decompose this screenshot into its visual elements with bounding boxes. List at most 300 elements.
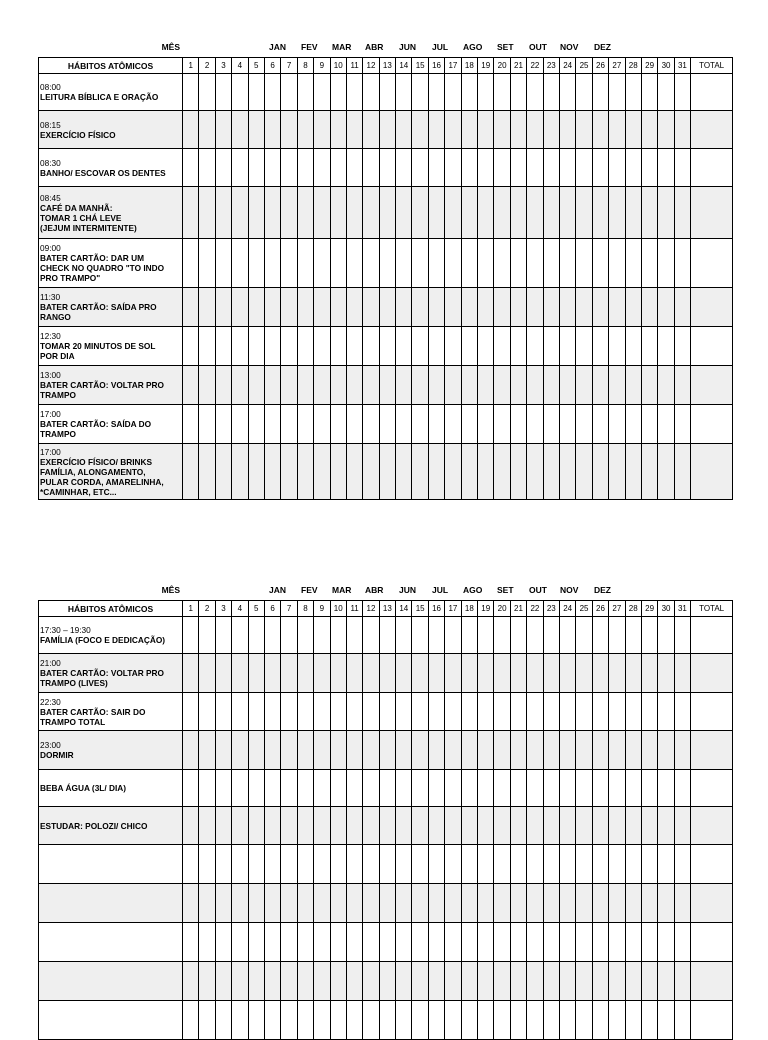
day-check-cell[interactable] — [264, 770, 280, 807]
day-check-cell[interactable] — [592, 239, 608, 288]
habit-cell[interactable] — [39, 845, 183, 884]
day-check-cell[interactable] — [412, 149, 428, 187]
day-check-cell[interactable] — [232, 845, 248, 884]
total-cell[interactable] — [691, 111, 733, 149]
day-check-cell[interactable] — [199, 366, 215, 405]
day-check-cell[interactable] — [346, 288, 362, 327]
day-check-cell[interactable] — [379, 366, 395, 405]
day-check-cell[interactable] — [559, 288, 575, 327]
day-check-cell[interactable] — [412, 327, 428, 366]
day-check-cell[interactable] — [183, 693, 199, 731]
day-check-cell[interactable] — [592, 617, 608, 654]
day-check-cell[interactable] — [232, 693, 248, 731]
day-check-cell[interactable] — [330, 693, 346, 731]
day-check-cell[interactable] — [478, 1001, 494, 1040]
day-check-cell[interactable] — [314, 405, 330, 444]
day-check-cell[interactable] — [674, 405, 690, 444]
day-check-cell[interactable] — [592, 187, 608, 239]
day-check-cell[interactable] — [625, 962, 641, 1001]
habit-cell[interactable] — [39, 74, 183, 111]
day-check-cell[interactable] — [494, 731, 510, 770]
day-check-cell[interactable] — [412, 239, 428, 288]
day-check-cell[interactable] — [297, 111, 313, 149]
day-check-cell[interactable] — [527, 654, 543, 693]
day-check-cell[interactable] — [330, 1001, 346, 1040]
day-check-cell[interactable] — [297, 444, 313, 500]
day-check-cell[interactable] — [641, 187, 657, 239]
day-check-cell[interactable] — [658, 149, 674, 187]
day-check-cell[interactable] — [248, 731, 264, 770]
day-check-cell[interactable] — [363, 288, 379, 327]
day-check-cell[interactable] — [510, 239, 526, 288]
day-check-cell[interactable] — [445, 617, 461, 654]
day-check-cell[interactable] — [445, 187, 461, 239]
day-check-cell[interactable] — [576, 239, 592, 288]
total-cell[interactable] — [691, 1001, 733, 1040]
day-check-cell[interactable] — [281, 327, 297, 366]
day-check-cell[interactable] — [215, 693, 231, 731]
day-check-cell[interactable] — [576, 923, 592, 962]
day-check-cell[interactable] — [199, 962, 215, 1001]
month-mar[interactable]: MAR — [332, 42, 352, 52]
day-check-cell[interactable] — [559, 845, 575, 884]
day-check-cell[interactable] — [478, 654, 494, 693]
day-check-cell[interactable] — [658, 327, 674, 366]
day-check-cell[interactable] — [543, 444, 559, 500]
day-check-cell[interactable] — [379, 405, 395, 444]
total-cell[interactable] — [691, 654, 733, 693]
day-check-cell[interactable] — [314, 693, 330, 731]
day-check-cell[interactable] — [576, 654, 592, 693]
day-check-cell[interactable] — [527, 962, 543, 1001]
day-check-cell[interactable] — [215, 366, 231, 405]
day-check-cell[interactable] — [281, 149, 297, 187]
day-check-cell[interactable] — [379, 1001, 395, 1040]
day-check-cell[interactable] — [461, 884, 477, 923]
day-check-cell[interactable] — [658, 405, 674, 444]
day-check-cell[interactable] — [658, 884, 674, 923]
day-check-cell[interactable] — [428, 149, 444, 187]
day-check-cell[interactable] — [445, 366, 461, 405]
day-check-cell[interactable] — [248, 845, 264, 884]
day-check-cell[interactable] — [592, 731, 608, 770]
total-cell[interactable] — [691, 149, 733, 187]
day-check-cell[interactable] — [609, 111, 625, 149]
day-check-cell[interactable] — [674, 74, 690, 111]
day-check-cell[interactable] — [428, 884, 444, 923]
day-check-cell[interactable] — [199, 693, 215, 731]
day-check-cell[interactable] — [576, 617, 592, 654]
day-check-cell[interactable] — [330, 807, 346, 845]
day-check-cell[interactable] — [478, 444, 494, 500]
day-check-cell[interactable] — [412, 405, 428, 444]
day-check-cell[interactable] — [592, 149, 608, 187]
day-check-cell[interactable] — [264, 288, 280, 327]
day-check-cell[interactable] — [297, 884, 313, 923]
day-check-cell[interactable] — [330, 962, 346, 1001]
day-check-cell[interactable] — [281, 239, 297, 288]
day-check-cell[interactable] — [510, 1001, 526, 1040]
day-check-cell[interactable] — [264, 923, 280, 962]
day-check-cell[interactable] — [527, 327, 543, 366]
day-check-cell[interactable] — [559, 149, 575, 187]
day-check-cell[interactable] — [625, 74, 641, 111]
day-check-cell[interactable] — [428, 731, 444, 770]
day-check-cell[interactable] — [248, 693, 264, 731]
day-check-cell[interactable] — [625, 693, 641, 731]
day-check-cell[interactable] — [264, 239, 280, 288]
day-check-cell[interactable] — [461, 239, 477, 288]
month-abr[interactable]: ABR — [365, 42, 384, 52]
day-check-cell[interactable] — [609, 366, 625, 405]
day-check-cell[interactable] — [363, 405, 379, 444]
day-check-cell[interactable] — [543, 111, 559, 149]
day-check-cell[interactable] — [363, 807, 379, 845]
day-check-cell[interactable] — [264, 327, 280, 366]
day-check-cell[interactable] — [543, 149, 559, 187]
day-check-cell[interactable] — [232, 444, 248, 500]
habit-cell[interactable] — [39, 923, 183, 962]
day-check-cell[interactable] — [232, 962, 248, 1001]
day-check-cell[interactable] — [641, 149, 657, 187]
day-check-cell[interactable] — [592, 884, 608, 923]
day-check-cell[interactable] — [199, 807, 215, 845]
day-check-cell[interactable] — [641, 731, 657, 770]
day-check-cell[interactable] — [641, 111, 657, 149]
day-check-cell[interactable] — [559, 884, 575, 923]
day-check-cell[interactable] — [494, 239, 510, 288]
day-check-cell[interactable] — [215, 1001, 231, 1040]
day-check-cell[interactable] — [248, 923, 264, 962]
day-check-cell[interactable] — [428, 405, 444, 444]
day-check-cell[interactable] — [559, 731, 575, 770]
day-check-cell[interactable] — [396, 770, 412, 807]
day-check-cell[interactable] — [527, 845, 543, 884]
day-check-cell[interactable] — [363, 74, 379, 111]
day-check-cell[interactable] — [264, 731, 280, 770]
day-check-cell[interactable] — [527, 149, 543, 187]
day-check-cell[interactable] — [363, 111, 379, 149]
day-check-cell[interactable] — [396, 693, 412, 731]
day-check-cell[interactable] — [641, 239, 657, 288]
day-check-cell[interactable] — [183, 366, 199, 405]
day-check-cell[interactable] — [264, 74, 280, 111]
habit-cell[interactable] — [39, 884, 183, 923]
day-check-cell[interactable] — [478, 617, 494, 654]
day-check-cell[interactable] — [314, 962, 330, 1001]
day-check-cell[interactable] — [396, 923, 412, 962]
day-check-cell[interactable] — [428, 923, 444, 962]
day-check-cell[interactable] — [461, 366, 477, 405]
day-check-cell[interactable] — [641, 807, 657, 845]
day-check-cell[interactable] — [396, 845, 412, 884]
day-check-cell[interactable] — [510, 444, 526, 500]
day-check-cell[interactable] — [445, 923, 461, 962]
day-check-cell[interactable] — [264, 654, 280, 693]
day-check-cell[interactable] — [346, 405, 362, 444]
day-check-cell[interactable] — [478, 288, 494, 327]
day-check-cell[interactable] — [183, 654, 199, 693]
day-check-cell[interactable] — [215, 770, 231, 807]
day-check-cell[interactable] — [576, 366, 592, 405]
day-check-cell[interactable] — [658, 807, 674, 845]
day-check-cell[interactable] — [461, 149, 477, 187]
day-check-cell[interactable] — [248, 239, 264, 288]
day-check-cell[interactable] — [297, 187, 313, 239]
day-check-cell[interactable] — [658, 923, 674, 962]
day-check-cell[interactable] — [543, 366, 559, 405]
day-check-cell[interactable] — [183, 187, 199, 239]
day-check-cell[interactable] — [232, 807, 248, 845]
day-check-cell[interactable] — [527, 187, 543, 239]
total-cell[interactable] — [691, 74, 733, 111]
day-check-cell[interactable] — [641, 74, 657, 111]
day-check-cell[interactable] — [330, 845, 346, 884]
day-check-cell[interactable] — [494, 366, 510, 405]
day-check-cell[interactable] — [527, 617, 543, 654]
day-check-cell[interactable] — [478, 807, 494, 845]
day-check-cell[interactable] — [183, 239, 199, 288]
day-check-cell[interactable] — [330, 884, 346, 923]
total-cell[interactable] — [691, 693, 733, 731]
day-check-cell[interactable] — [494, 654, 510, 693]
day-check-cell[interactable] — [248, 74, 264, 111]
day-check-cell[interactable] — [592, 327, 608, 366]
day-check-cell[interactable] — [412, 187, 428, 239]
day-check-cell[interactable] — [248, 962, 264, 1001]
day-check-cell[interactable] — [379, 149, 395, 187]
day-check-cell[interactable] — [281, 962, 297, 1001]
day-check-cell[interactable] — [527, 731, 543, 770]
day-check-cell[interactable] — [346, 617, 362, 654]
day-check-cell[interactable] — [461, 770, 477, 807]
day-check-cell[interactable] — [264, 444, 280, 500]
day-check-cell[interactable] — [576, 693, 592, 731]
day-check-cell[interactable] — [346, 845, 362, 884]
day-check-cell[interactable] — [379, 327, 395, 366]
day-check-cell[interactable] — [445, 444, 461, 500]
day-check-cell[interactable] — [576, 1001, 592, 1040]
day-check-cell[interactable] — [363, 845, 379, 884]
day-check-cell[interactable] — [363, 1001, 379, 1040]
day-check-cell[interactable] — [199, 654, 215, 693]
day-check-cell[interactable] — [281, 74, 297, 111]
day-check-cell[interactable] — [232, 654, 248, 693]
day-check-cell[interactable] — [445, 327, 461, 366]
day-check-cell[interactable] — [658, 74, 674, 111]
day-check-cell[interactable] — [543, 74, 559, 111]
day-check-cell[interactable] — [445, 111, 461, 149]
day-check-cell[interactable] — [297, 327, 313, 366]
day-check-cell[interactable] — [609, 845, 625, 884]
day-check-cell[interactable] — [576, 807, 592, 845]
day-check-cell[interactable] — [379, 693, 395, 731]
day-check-cell[interactable] — [641, 770, 657, 807]
day-check-cell[interactable] — [215, 617, 231, 654]
month-out[interactable]: OUT — [529, 42, 547, 52]
day-check-cell[interactable] — [510, 807, 526, 845]
day-check-cell[interactable] — [461, 731, 477, 770]
day-check-cell[interactable] — [396, 962, 412, 1001]
day-check-cell[interactable] — [559, 187, 575, 239]
day-check-cell[interactable] — [363, 962, 379, 1001]
day-check-cell[interactable] — [625, 1001, 641, 1040]
day-check-cell[interactable] — [199, 405, 215, 444]
day-check-cell[interactable] — [314, 327, 330, 366]
day-check-cell[interactable] — [625, 770, 641, 807]
day-check-cell[interactable] — [297, 654, 313, 693]
day-check-cell[interactable] — [314, 731, 330, 770]
day-check-cell[interactable] — [248, 617, 264, 654]
day-check-cell[interactable] — [478, 884, 494, 923]
day-check-cell[interactable] — [363, 149, 379, 187]
day-check-cell[interactable] — [330, 187, 346, 239]
day-check-cell[interactable] — [183, 807, 199, 845]
day-check-cell[interactable] — [215, 149, 231, 187]
day-check-cell[interactable] — [543, 327, 559, 366]
day-check-cell[interactable] — [543, 884, 559, 923]
day-check-cell[interactable] — [428, 617, 444, 654]
day-check-cell[interactable] — [183, 770, 199, 807]
day-check-cell[interactable] — [445, 770, 461, 807]
month-nov[interactable]: NOV — [560, 585, 579, 595]
day-check-cell[interactable] — [330, 288, 346, 327]
day-check-cell[interactable] — [297, 845, 313, 884]
day-check-cell[interactable] — [543, 962, 559, 1001]
day-check-cell[interactable] — [625, 654, 641, 693]
day-check-cell[interactable] — [559, 111, 575, 149]
day-check-cell[interactable] — [183, 617, 199, 654]
day-check-cell[interactable] — [330, 239, 346, 288]
habit-cell[interactable] — [39, 187, 183, 239]
day-check-cell[interactable] — [314, 617, 330, 654]
day-check-cell[interactable] — [232, 1001, 248, 1040]
day-check-cell[interactable] — [461, 923, 477, 962]
day-check-cell[interactable] — [543, 923, 559, 962]
month-jan[interactable]: JAN — [269, 585, 287, 595]
day-check-cell[interactable] — [297, 239, 313, 288]
month-jul[interactable]: JUL — [432, 585, 449, 595]
day-check-cell[interactable] — [428, 770, 444, 807]
day-check-cell[interactable] — [478, 693, 494, 731]
day-check-cell[interactable] — [674, 731, 690, 770]
day-check-cell[interactable] — [314, 366, 330, 405]
total-cell[interactable] — [691, 962, 733, 1001]
day-check-cell[interactable] — [576, 405, 592, 444]
habit-cell[interactable] — [39, 111, 183, 149]
day-check-cell[interactable] — [559, 74, 575, 111]
total-cell[interactable] — [691, 239, 733, 288]
day-check-cell[interactable] — [199, 617, 215, 654]
day-check-cell[interactable] — [248, 654, 264, 693]
day-check-cell[interactable] — [478, 187, 494, 239]
day-check-cell[interactable] — [609, 327, 625, 366]
day-check-cell[interactable] — [215, 962, 231, 1001]
day-check-cell[interactable] — [215, 111, 231, 149]
day-check-cell[interactable] — [494, 327, 510, 366]
habit-cell[interactable] — [39, 617, 183, 654]
day-check-cell[interactable] — [478, 962, 494, 1001]
day-check-cell[interactable] — [527, 239, 543, 288]
day-check-cell[interactable] — [346, 731, 362, 770]
day-check-cell[interactable] — [625, 366, 641, 405]
day-check-cell[interactable] — [527, 74, 543, 111]
day-check-cell[interactable] — [658, 1001, 674, 1040]
day-check-cell[interactable] — [412, 654, 428, 693]
day-check-cell[interactable] — [264, 149, 280, 187]
day-check-cell[interactable] — [297, 405, 313, 444]
day-check-cell[interactable] — [559, 617, 575, 654]
total-cell[interactable] — [691, 444, 733, 500]
day-check-cell[interactable] — [396, 731, 412, 770]
day-check-cell[interactable] — [641, 654, 657, 693]
day-check-cell[interactable] — [592, 962, 608, 1001]
day-check-cell[interactable] — [379, 770, 395, 807]
habit-cell[interactable] — [39, 405, 183, 444]
day-check-cell[interactable] — [527, 807, 543, 845]
day-check-cell[interactable] — [232, 366, 248, 405]
day-check-cell[interactable] — [297, 807, 313, 845]
day-check-cell[interactable] — [363, 923, 379, 962]
day-check-cell[interactable] — [527, 444, 543, 500]
day-check-cell[interactable] — [346, 923, 362, 962]
day-check-cell[interactable] — [199, 74, 215, 111]
day-check-cell[interactable] — [559, 1001, 575, 1040]
day-check-cell[interactable] — [576, 845, 592, 884]
day-check-cell[interactable] — [625, 111, 641, 149]
month-out[interactable]: OUT — [529, 585, 547, 595]
day-check-cell[interactable] — [494, 845, 510, 884]
day-check-cell[interactable] — [281, 405, 297, 444]
day-check-cell[interactable] — [674, 807, 690, 845]
day-check-cell[interactable] — [559, 405, 575, 444]
day-check-cell[interactable] — [510, 654, 526, 693]
day-check-cell[interactable] — [428, 444, 444, 500]
day-check-cell[interactable] — [297, 770, 313, 807]
day-check-cell[interactable] — [183, 444, 199, 500]
month-jan[interactable]: JAN — [269, 42, 287, 52]
total-cell[interactable] — [691, 288, 733, 327]
day-check-cell[interactable] — [297, 366, 313, 405]
day-check-cell[interactable] — [396, 111, 412, 149]
day-check-cell[interactable] — [248, 770, 264, 807]
day-check-cell[interactable] — [396, 239, 412, 288]
day-check-cell[interactable] — [641, 884, 657, 923]
day-check-cell[interactable] — [396, 617, 412, 654]
day-check-cell[interactable] — [314, 654, 330, 693]
day-check-cell[interactable] — [412, 731, 428, 770]
day-check-cell[interactable] — [576, 962, 592, 1001]
day-check-cell[interactable] — [314, 149, 330, 187]
day-check-cell[interactable] — [412, 366, 428, 405]
month-mar[interactable]: MAR — [332, 585, 352, 595]
month-fev[interactable]: FEV — [301, 42, 318, 52]
day-check-cell[interactable] — [330, 444, 346, 500]
day-check-cell[interactable] — [461, 187, 477, 239]
day-check-cell[interactable] — [674, 149, 690, 187]
month-dez[interactable]: DEZ — [594, 585, 611, 595]
habit-cell[interactable] — [39, 731, 183, 770]
day-check-cell[interactable] — [658, 288, 674, 327]
day-check-cell[interactable] — [264, 1001, 280, 1040]
day-check-cell[interactable] — [215, 74, 231, 111]
day-check-cell[interactable] — [379, 111, 395, 149]
day-check-cell[interactable] — [592, 807, 608, 845]
day-check-cell[interactable] — [183, 1001, 199, 1040]
day-check-cell[interactable] — [314, 74, 330, 111]
day-check-cell[interactable] — [297, 923, 313, 962]
day-check-cell[interactable] — [625, 884, 641, 923]
